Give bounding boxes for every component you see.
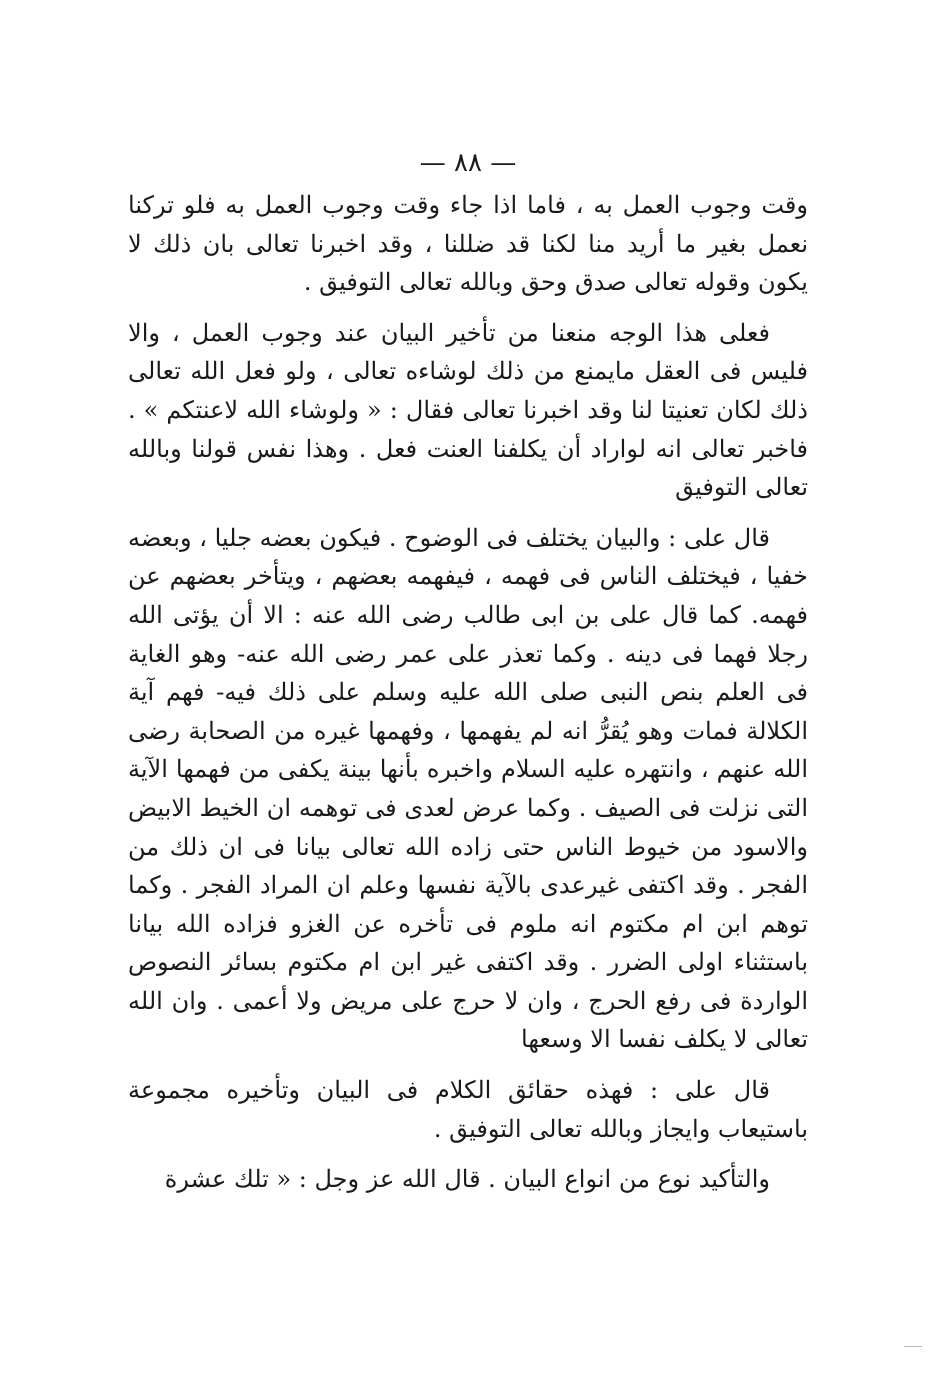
paragraph: فعلى هذا الوجه منعنا من تأخير البيان عند وجوب العمل ، والا فليس فى العقل مايمنع من ذلك لوشاءه تعالى ، ولو فعل الله تعالى ذلك لكان تعنيتا لنا وقد اخبرنا تعالى فقال : « ولوشاء الله لاعنتكم » . فاخبر تعالى انه لواراد أن يكلفنا العنت فعل . وهذا نفس قولنا وبالله تعالى التوفيق [128,318,808,502]
paragraph-gap [128,1148,808,1160]
page-number: — ٨٨ — [419,148,517,178]
scan-edge-mark [904,1346,922,1347]
paragraph-gap [128,1059,808,1071]
paragraph-gap [128,302,808,314]
paragraph-continuation: وقت وجوب العمل به ، فاما اذا جاء وقت وجوب العمل به فلو تركنا نعمل بغير ما أريد منا لكنا قد ضللنا ، وقد اخبرنا تعالى بان ذلك لا يكون وقوله تعالى صدق وحق وبالله تعالى التوفيق . [128,191,808,297]
body-text [128,186,808,1199]
paragraph: والتأكيد نوع من انواع البيان . قال الله عز وجل : « تلك عشرة [164,1165,770,1194]
paragraph-gap [128,507,808,519]
paragraph: قال على : والبيان يختلف فى الوضوح . فيكون بعضه جليا ، وبعضه خفيا ، فيختلف الناس فى فهمه ، فيفهمه بعضهم ، ويتأخر بعضهم عن فهمه. كما قال على بن ابى طالب رضى الله عنه : الا أن يؤتى الله رجلا فهما فى دينه . وكما تعذر على عمر رضى الله عنه- وهو الغاية فى العلم بنص النبى صلى الله عليه وسلم على ذلك فيه- فهم آية الكلالة فمات وهو يُقرُّ انه لم يفهمها ، وفهمها غيره من الصحابة رضى الله عنهم ، وانتهره عليه السلام واخبره بأنها بينة يكفى من فهمها الآية التى نزلت فى الصيف . وكما عرض لعدى فى توهمه ان الخيط الابيض والاسود من خيوط الناس حتى زاده الله تعالى بيانا فى ان ذلك من الفجر . وقد اكتفى غيرعدى بالآية نفسها وعلم ان المراد الفجر . وكما توهم ابن ام مكتوم انه ملوم فى تأخره عن الغزو فزاده الله بيانا باستثناء اولى الضرر . وقد اكتفى غير ابن ام مكتوم بسائر النصوص الواردة فى رفع الحرج ، وان لا حرج على مريض ولا أعمى . وان الله تعالى لا يكلف نفسا الا وسعها [128,523,808,1054]
paragraph: قال على : فهذه حقائق الكلام فى البيان وتأخيره مجموعة باستيعاب وايجاز وبالله تعالى التوفيق . [128,1076,808,1143]
